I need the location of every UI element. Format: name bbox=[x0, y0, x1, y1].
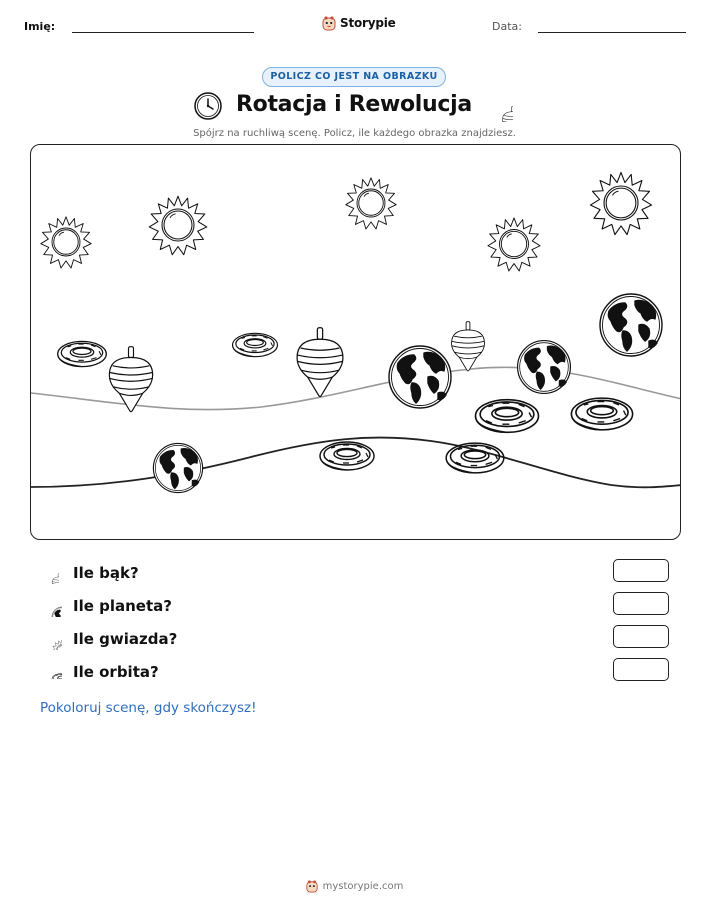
date-label: Data: bbox=[492, 20, 522, 33]
orbit-ring bbox=[58, 341, 107, 366]
question-row bbox=[40, 660, 159, 684]
brand-name: Storypie bbox=[340, 16, 396, 30]
counting-scene bbox=[30, 144, 681, 540]
orbit-ring bbox=[320, 442, 374, 470]
spinning-top bbox=[109, 347, 152, 412]
sun-star bbox=[41, 217, 91, 268]
sun-star-icon bbox=[40, 628, 62, 650]
name-label: Imię: bbox=[24, 20, 56, 33]
question-row bbox=[40, 594, 172, 618]
question-row bbox=[40, 627, 177, 651]
orbit-ring bbox=[446, 443, 504, 473]
planet-icon bbox=[40, 595, 62, 617]
answer-box[interactable] bbox=[613, 625, 669, 648]
sun-star bbox=[488, 218, 540, 271]
question-row bbox=[40, 561, 139, 585]
clock-icon bbox=[193, 91, 223, 121]
date-input-line[interactable] bbox=[538, 32, 686, 33]
spinning-top-title-icon bbox=[489, 90, 513, 122]
instructions-subtitle: Spójrz na ruchliwą scenę. Policz, ile każdego obrazka znajdziesz. bbox=[193, 128, 516, 139]
orbit-ring-icon bbox=[40, 661, 62, 683]
spinning-top bbox=[452, 322, 485, 371]
answer-box[interactable] bbox=[613, 658, 669, 681]
orbit-ring bbox=[233, 333, 278, 356]
name-input-line[interactable] bbox=[72, 32, 254, 33]
sun-star bbox=[149, 196, 207, 255]
spinning-top-icon bbox=[40, 562, 62, 584]
task-badge: POLICZ CO JEST NA OBRAZKU bbox=[262, 67, 446, 87]
planet-earth bbox=[518, 341, 571, 394]
orbit-ring bbox=[571, 398, 632, 430]
spinning-top bbox=[297, 328, 343, 397]
answer-box[interactable] bbox=[613, 592, 669, 615]
footer-url[interactable]: mystorypie.com bbox=[322, 881, 404, 892]
question-label: Ile orbita? bbox=[73, 663, 159, 681]
question-label: Ile planeta? bbox=[73, 597, 172, 615]
planet-earth bbox=[389, 346, 451, 408]
answer-box[interactable] bbox=[613, 559, 669, 582]
storypie-mascot-icon bbox=[306, 880, 318, 893]
coloring-note: Pokoloruj scenę, gdy skończysz! bbox=[40, 700, 257, 716]
sun-star bbox=[590, 172, 651, 234]
sun-star bbox=[346, 178, 396, 229]
footer bbox=[0, 880, 709, 893]
page-title: Rotacja i Rewolucja bbox=[236, 92, 472, 117]
planet-earth bbox=[153, 443, 202, 492]
planet-earth bbox=[600, 294, 662, 356]
orbit-ring bbox=[476, 400, 539, 433]
question-label: Ile bąk? bbox=[73, 564, 139, 582]
brand-logo bbox=[322, 14, 396, 32]
storypie-mascot-icon bbox=[322, 16, 336, 31]
question-label: Ile gwiazda? bbox=[73, 630, 178, 648]
